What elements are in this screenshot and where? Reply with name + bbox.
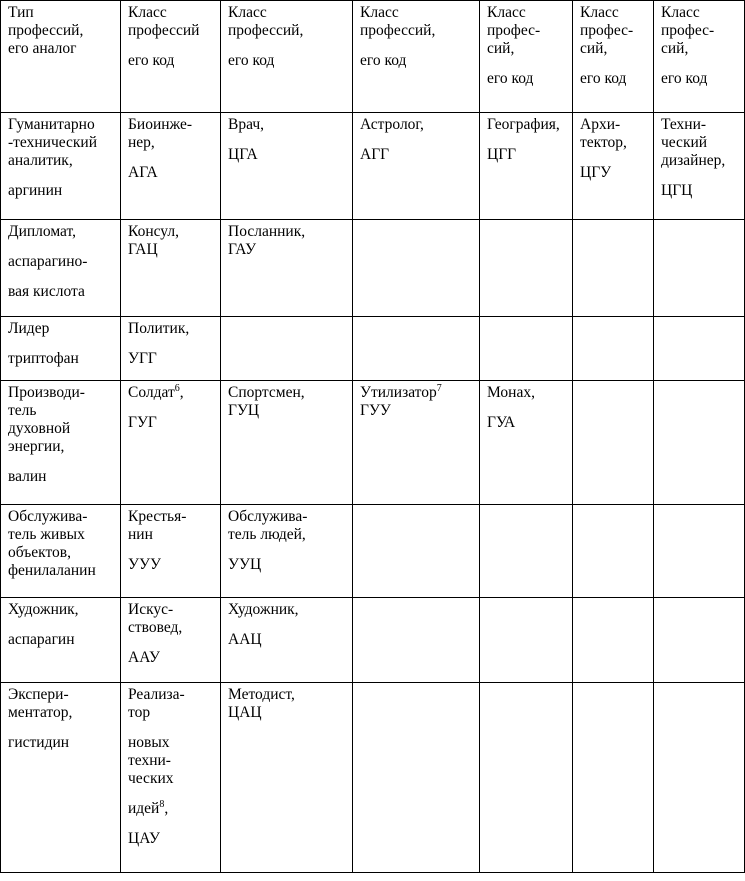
cell-line: его код [360,52,407,69]
profession-cell: Солдат$^6$, ГУГ [121,381,221,505]
cell-line: Реализа- [128,686,185,703]
cell-line: энергии, [8,438,65,455]
cell-line: Класс [128,4,167,21]
cell-line: УУЦ [228,556,262,573]
type-cell [1,598,121,683]
cell-line: УУУ [128,556,161,573]
cell-line: ЦГУ [580,164,612,181]
cell-line: Художник, [228,601,299,618]
cell-line: Спортсмен, [228,384,305,401]
cell-line: ческих [128,770,174,787]
cell-line: Утилизатор [360,384,437,401]
cell-line: ГУА [487,414,516,431]
cell-line: ГУУ [360,402,391,419]
empty-cell [654,381,745,505]
type-cell [1,683,121,873]
cell-line: Класс [580,4,619,21]
cell-line: Класс [228,4,267,21]
cell-line: Монах, [487,384,535,401]
profession-cell [221,505,353,598]
cell-line: нин [128,526,153,543]
profession-cell: Реализа- тор новых техни- ческих идей$^8$, ЦАУ [121,683,221,873]
cell-line: ГАЦ [128,241,158,258]
header-cell-class [353,1,480,113]
cell-line: Класс [360,4,399,21]
header-cell-type [1,1,121,113]
table-row [1,598,745,683]
cell-line: Врач, [228,116,265,133]
empty-cell [353,683,480,873]
cell-line: триптофан [8,350,79,367]
cell-line: Гуманитарно [8,116,95,133]
cell-line: Архи- [580,116,621,133]
header-cell-class [654,1,745,113]
cell-line: Техни- [661,116,707,133]
cell-line: Политик, [128,320,190,337]
cell-line: ЦАУ [128,830,160,847]
empty-cell [573,381,654,505]
cell-line: ЦГГ [487,146,517,163]
profession-cell [573,113,654,220]
type-cell [1,113,121,220]
header-row [1,1,745,113]
cell-line: его код [487,70,534,87]
empty-cell [221,317,353,381]
table-row [1,683,745,873]
type-cell [1,381,121,505]
empty-cell [480,598,573,683]
empty-cell [573,505,654,598]
cell-line: идей [128,800,160,817]
table-row [1,381,745,505]
profession-cell [221,598,353,683]
header-cell-class [573,1,654,113]
cell-line: духовной [8,420,71,437]
cell-line: валин [8,468,47,485]
cell-line: УГГ [128,350,157,367]
cell-line: ствовед, [128,619,183,636]
table-row [1,317,745,381]
empty-cell [573,683,654,873]
cell-line: Тип [8,4,34,21]
footnote-marker: 8 [159,798,165,810]
cell-line: профессий, [228,22,304,39]
cell-line: его код [580,70,627,87]
profession-cell [353,381,480,505]
cell-line: тектор, [580,134,627,151]
cell-line: профес- [580,22,634,39]
cell-line: объектов, [8,544,71,561]
profession-cell [353,113,480,220]
cell-line: Производи- [8,384,85,401]
cell-line: тор [128,704,151,721]
cell-line: Посланник, [228,223,306,240]
profession-cell [221,683,353,873]
cell-line: гистидин [8,734,70,751]
cell-line: Дипломат, [8,223,77,240]
cell-line: профессий, [8,22,84,39]
table-row [1,113,745,220]
cell-line: профес- [487,22,541,39]
cell-line: сий, [487,40,515,57]
cell-line: Крестья- [128,508,187,525]
cell-line: География, [487,116,560,133]
cell-line: Консул, [128,223,179,240]
cell-line: АГГ [360,146,390,163]
cell-line: Методист, [228,686,295,703]
empty-cell [573,317,654,381]
type-cell [1,505,121,598]
profession-cell [654,113,745,220]
cell-line: тель [8,402,37,419]
cell-line: вая кислота [8,283,85,300]
cell-line: аналитик, [8,152,73,169]
cell-line: ГУЦ [228,402,260,419]
cell-line: техни- [128,752,171,769]
profession-cell [121,220,221,317]
empty-cell [654,220,745,317]
empty-cell [353,220,480,317]
cell-line: Художник, [8,601,79,618]
cell-line: -технический [8,134,98,151]
cell-line: аспарагин [8,631,75,648]
cell-line: аспарагино- [8,253,88,270]
cell-line: Биоинже- [128,116,193,133]
profession-cell [480,113,573,220]
profession-cell [480,381,573,505]
footnote-marker: 6 [174,382,180,394]
profession-cell [221,381,353,505]
cell-line: ГАУ [228,241,257,258]
cell-line: Экспери- [8,686,69,703]
cell-line: сий, [661,40,689,57]
cell-line: Класс [661,4,700,21]
table-row [1,505,745,598]
cell-line: профес- [661,22,715,39]
profession-cell [121,598,221,683]
footnote-marker: 7 [436,382,442,394]
cell-line: аргинин [8,182,63,199]
cell-line: Обслужива- [8,508,88,525]
header-cell-class [221,1,353,113]
cell-line: ЦАЦ [228,704,262,721]
empty-cell [654,598,745,683]
cell-line: его код [128,52,175,69]
empty-cell [573,598,654,683]
empty-cell [654,505,745,598]
cell-line: дизайнер, [661,152,726,169]
profession-cell [221,220,353,317]
cell-line: АГА [128,164,158,181]
cell-line: профессий [128,22,200,39]
empty-cell [353,505,480,598]
empty-cell [480,317,573,381]
type-cell [1,220,121,317]
cell-line: Солдат [128,384,175,401]
profession-cell [121,113,221,220]
cell-line: Искус- [128,601,174,618]
profession-cell [221,113,353,220]
empty-cell [480,220,573,317]
empty-cell [353,317,480,381]
cell-line: ААУ [128,649,160,666]
cell-line: тель живых [8,526,85,543]
cell-line: ААЦ [228,631,262,648]
cell-line: тель людей, [228,526,306,543]
empty-cell [480,505,573,598]
empty-cell [480,683,573,873]
cell-line: Лидер [8,320,50,337]
empty-cell [353,598,480,683]
cell-line: его аналог [8,40,77,57]
cell-line: ментатор, [8,704,73,721]
cell-line: ЦГЦ [661,182,693,199]
header-cell-class [480,1,573,113]
cell-line: новых [128,734,170,751]
table-row [1,220,745,317]
empty-cell [654,317,745,381]
type-cell [1,317,121,381]
cell-line: ческий [661,134,708,151]
cell-line: Астролог, [360,116,424,133]
cell-line: фенилаланин [8,562,96,579]
cell-line: его код [228,52,275,69]
cell-line: его код [661,70,708,87]
cell-line: ГУГ [128,414,157,431]
cell-line: ЦГА [228,146,258,163]
profession-cell [121,317,221,381]
cell-line: Обслужива- [228,508,308,525]
cell-line: Класс [487,4,526,21]
cell-line: нер, [128,134,155,151]
profession-cell [121,505,221,598]
header-cell-class [121,1,221,113]
cell-line: сий, [580,40,608,57]
empty-cell [654,683,745,873]
cell-line: профессий, [360,22,436,39]
empty-cell [573,220,654,317]
